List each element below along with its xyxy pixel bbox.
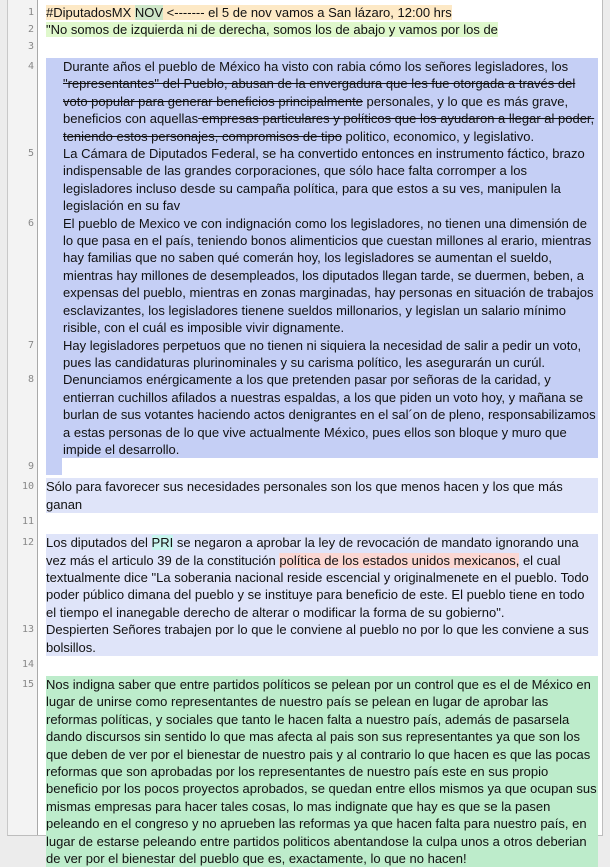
line-number: 12 — [21, 537, 34, 549]
line-text: personales, y lo que es más grave, beneficios con aquellas — [63, 93, 569, 127]
editor-line-12[interactable] — [21, 534, 598, 621]
document-text-area[interactable] — [21, 4, 598, 867]
editor-line-3[interactable] — [27, 38, 598, 58]
line-number: 1 — [27, 7, 34, 18]
line-number: 4 — [27, 61, 34, 72]
editor-window — [7, 0, 603, 867]
hashtag-text: #DiputadosMX — [46, 5, 135, 20]
struck-text: "representantes" del Pueblo, abusan de la envergadura que les fue otorgada a través del voto popular para generar beneficios principalmente — [63, 76, 576, 109]
editor-line-4[interactable] — [27, 58, 598, 145]
struck-text: empresas particulares y políticos que los ayudaron a llegar al poder, teniendo estos personajes, compromisos de tipo — [63, 111, 595, 144]
line-number: 8 — [27, 374, 34, 386]
selection-fragment — [46, 458, 62, 475]
editor-line-2[interactable] — [27, 21, 598, 38]
line-number: 6 — [27, 217, 34, 229]
editor-line-8[interactable] — [27, 371, 598, 458]
line-text: Hay legisladores perpetuos que no tienen ni siquiera la necesidad de salir a pedir un voto, pues las candidaturas plurinominales y su carisma político, les asegurarán un curúl. — [46, 337, 598, 372]
line-text: el cual textualmente dice "La soberania nacional reside escencial y originalmenete en el pueblo. Todo poder público dimana del pueblo y se instituye para beneficio de este. El pueblo tiene en todo el tiempo el inanegable derecho de alterar o modificar la forma de su gobierno". — [46, 552, 589, 620]
line-text: El pueblo de Mexico ve con indignación como los legisladores, no tienen una dimensión de lo que pasa en el país, teniendo bonos alimenticios que cuestan millones al erario, mientras hay familias que no saben qué comerán hoy, los legisladores se aumentan el sueldo, mientras hay millones de desempleados, los diputados llegan tarde, se duermen, beben, a expensas del pueblo, mientras en zonas marginadas, hay personas en situación de trabajos esclavizantes, los legisladores tienene sueldos millonarios, y legislan un salario mínimo risible, con el cuál es imposible vivir dignamente. — [46, 215, 598, 337]
editor-line-9[interactable] — [27, 458, 598, 478]
editor-line-13[interactable] — [21, 621, 598, 656]
line-text: Sólo para favorecer sus necesidades personales son los que menos hacen y los que más ganan — [46, 478, 598, 513]
line-text: Despierten Señores trabajen por lo que le conviene al pueblo no por lo que les conviene a sus bolsillos. — [46, 621, 598, 656]
constitution-text: política de los estados unidos mexicanos, — [279, 552, 520, 568]
line-number: 2 — [27, 24, 34, 35]
line-number: 9 — [27, 461, 34, 473]
date-text: <------- el 5 de nov vamos a San lázaro, 12:00 hrs — [163, 5, 452, 20]
line-text: "No somos de izquierda ni de derecha, somos los de abajo y vamos por los de — [46, 22, 498, 37]
editor-line-5[interactable] — [27, 145, 598, 215]
line-text: Denunciamos enérgicamente a los que pretenden pasar por señoras de la caridad, y entierran cuchillos afilados a nuestras espaldas, a los que piden un voto hoy, y mañana se burlan de sus votantes haciendo actos denigrantes en el sal´on de pleno, responsabilizamos a estas personas de lo que vive actualmente México, pues ellos son bloque y muro que impide el desarrollo. — [46, 371, 598, 458]
editor-line-1[interactable] — [27, 4, 598, 21]
editor-line-11[interactable] — [21, 513, 598, 534]
line-number: 14 — [21, 659, 34, 670]
editor-line-10[interactable] — [21, 478, 598, 513]
line-number: 3 — [27, 41, 34, 52]
editor-line-15[interactable] — [21, 676, 598, 867]
line-text: Los diputados del — [46, 535, 152, 551]
line-text: politico, economico, y legislativo. — [341, 128, 535, 144]
editor-line-6[interactable] — [27, 215, 598, 337]
line-number: 10 — [21, 481, 34, 493]
pri-text: PRI — [151, 535, 174, 551]
nov-text: NOV — [134, 5, 164, 20]
line-number: 11 — [21, 516, 34, 528]
line-text: Durante años el pueblo de México ha visto con rabia cómo los señores legisladores, los — [63, 59, 569, 74]
editor-line-14[interactable] — [21, 656, 598, 676]
line-number: 15 — [21, 679, 34, 690]
line-text: Nos indigna saber que entre partidos políticos se pelean por un control que es el de México en lugar de unirse como representantes de nuestro país se pelean en lugar de aprobar las reformas políticas, y sociales que tanto le hacen falta a nuestro país, además de pasarsela dando discursos sin sentido lo que mas afecta al pais son sus representantes ya que son los que deben de ver por el bienestar de nuestro pais y al contrario lo que hacen es que las pocas reformas que son aprobadas por los representantes de nuestro país este en sus propio beneficio por los pocos proyectos aprobados, se quedan entre ellos mismos ya que ocupan sus mismas empresas para hacer tales cosas, lo mas indignate que hay es que se la pasen peleando en el congreso y no aprueben las reformas ya que hacen falta para nuestro país, en lugar de estarse peleando entre partidos politicos abentandose la culpa unos a otros deberian de ver por el bienestar del pueblo que es, exactamente, lo que no hacen! — [46, 677, 597, 867]
line-number: 13 — [21, 624, 34, 636]
line-text: La Cámara de Diputados Federal, se ha convertido entonces en instrumento fáctico, brazo indispensable de las grandes corporaciones, que sólo hace falta corromper a los legisladores incluso desde su campaña política, para que estos a su ves, manipulen la legislación en su fav — [46, 145, 598, 215]
line-number: 5 — [27, 148, 34, 160]
line-number-gutter — [8, 0, 38, 835]
editor-line-7[interactable] — [27, 337, 598, 372]
line-number: 7 — [27, 339, 34, 351]
line-text: se negaron a aprobar la ley de revocación de mandato ignorando una vez más el articulo 39 de la constitución — [46, 535, 579, 568]
